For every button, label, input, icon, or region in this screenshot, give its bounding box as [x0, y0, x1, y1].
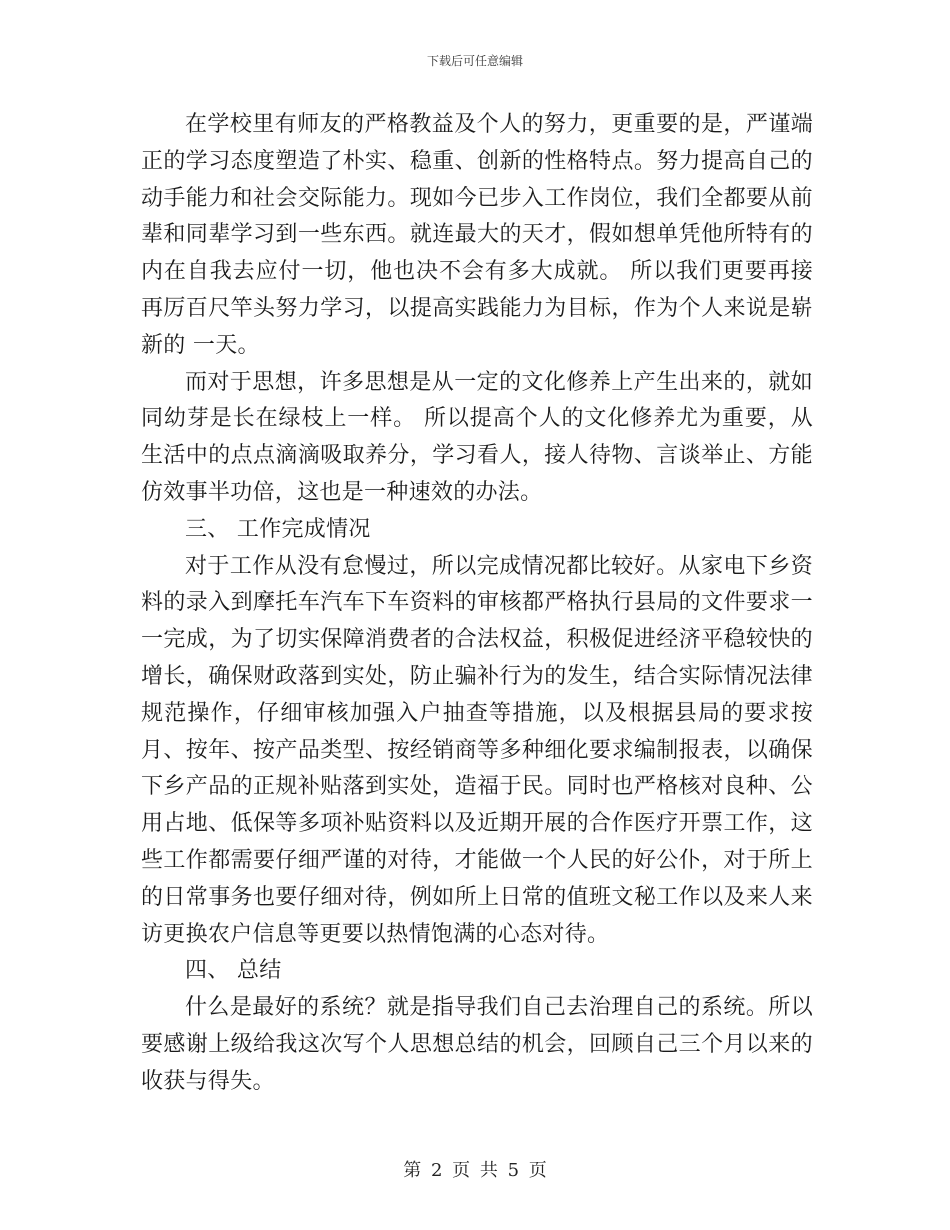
- document-body: [141, 107, 813, 1101]
- section-heading-summary: 四、 总结: [185, 958, 282, 984]
- page-number-footer: 第 2 页 共 5 页: [403, 1160, 547, 1181]
- section-heading-work-completion: 三、 工作完成情况: [185, 516, 371, 542]
- paragraph-work-completion: 对于工作从没有怠慢过，所以完成情况都比较好。从家电下乡资料的录入到摩托车汽车下车资料的审核都严格执行县局的文件要求一一完成，为了切实保障消费者的合法权益，积极促进经济平稳较快的增长，确保财政落到实处，防止骗补行为的发生，结合实际情况法律规范操作，仔细审核加强入户抽查等措施，以及根据县局的要求按月、按年、按产品类型、按经销商等多种细化要求编制报表，以确保下乡产品的正规补贴落到实处，造福于民。同时也严格核对良种、公用占地、低保等多项补贴资料以及近期开展的合作医疗开票工作，这些工作都需要仔细严谨的对待，才能做一个人民的好公仆，对于所上的日常事务也要仔细对待，例如所上日常的值班文秘工作以及来人来访更换农户信息等更要以热情饱满的心态对待。: [141, 553, 813, 947]
- page-header: 下载后可任意编辑: [426, 54, 523, 68]
- paragraph-thought-culture: 而对于思想，许多思想是从一定的文化修养上产生出来的，就如同幼芽是长在绿枝上一样。 所以提高个人的文化修养尤为重要，从生活中的点点滴滴吸取养分，学习看人，接人待物、言谈举止、方能仿效事半功倍，这也是一种速效的办法。: [141, 369, 813, 505]
- paragraph-summary: 什么是最好的系统？就是指导我们自己去治理自己的系统。所以要感谢上级给我这次写个人思想总结的机会，回顾自己三个月以来的收获与得失。: [141, 995, 813, 1094]
- paragraph-study-attitude: 在学校里有师友的严格教益及个人的努力，更重要的是，严谨端正的学习态度塑造了朴实、稳重、创新的性格特点。努力提高自己的动手能力和社会交际能力。现如今已步入工作岗位，我们全都要从前辈和同辈学习到一些东西。就连最大的天才，假如想单凭他所特有的内在自我去应付一切，他也决不会有多大成就。 所以我们更要再接再厉百尺竿头努力学习，以提高实践能力为目标，作为个人来说是崭新的 一天。: [141, 112, 813, 358]
